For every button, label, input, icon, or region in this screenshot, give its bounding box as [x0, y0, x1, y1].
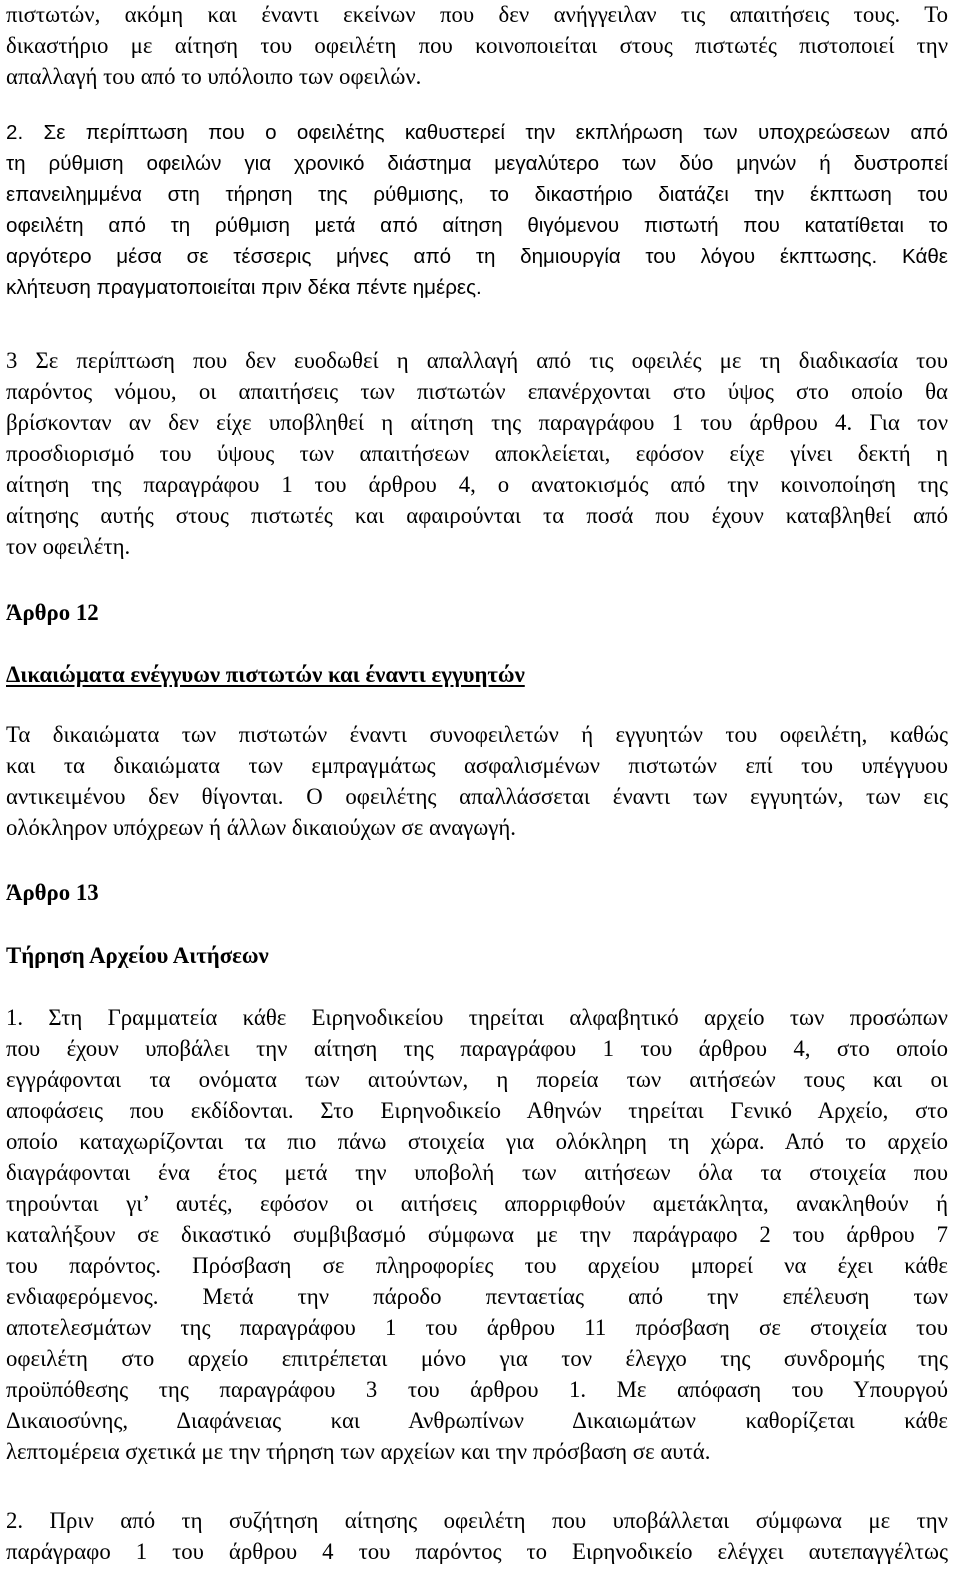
text-line: διαγράφονται ένα έτος μετά την υποβολή των αιτήσεων όλα τα στοιχεία που	[6, 1160, 948, 1185]
text-line: κλήτευση πραγματοποιείται πριν δέκα πέντε ημέρες.	[6, 276, 482, 299]
text-line: οφειλέτη στο αρχείο επιτρέπεται μόνο για τον έλεγχο της συνδρομής της	[6, 1346, 948, 1371]
article-12-title: Δικαιώματα ενέγγυων πιστωτών και έναντι εγγυητών	[6, 662, 525, 687]
article-12-heading: Άρθρο 12	[6, 600, 99, 625]
text-line: προσδιορισμό του ύψους των απαιτήσεων αποκλείεται, εφόσον είχε γίνει δεκτή η	[6, 441, 948, 466]
text-line: απαλλαγή του από το υπόλοιπο των οφειλών.	[6, 64, 422, 89]
document-page	[6, 0, 948, 1585]
text-line: αίτησης αυτής στους πιστωτές και αφαιρούνται τα ποσά που έχουν καταβληθεί από	[6, 503, 948, 528]
text-line: οποίο καταχωρίζονται τα πιο πάνω στοιχεία για ολόκληρη τη χώρα. Από το αρχείο	[6, 1129, 948, 1154]
text-line: ολόκληρον υπόχρεων ή άλλων δικαιούχων σε αναγωγή.	[6, 815, 516, 840]
article-13-heading: Άρθρο 13	[6, 880, 99, 905]
text-line: τηρούνται γι’ αυτές, εφόσον οι αιτήσεις απορριφθούν αμετάκλητα, ανακληθούν ή	[6, 1191, 948, 1216]
paragraph-3	[6, 345, 948, 562]
text-line: τη ρύθμιση οφειλών για χρονικό διάστημα μεγαλύτερο των δύο μηνών ή δυστροπεί	[6, 152, 948, 175]
text-line: βρίσκονταν αν δεν είχε υποβληθεί η αίτηση της παραγράφου 1 του άρθρου 4. Για τον	[6, 410, 948, 435]
text-line: και τα δικαιώματα των εμπραγμάτως ασφαλισμένων πιστωτών επί του υπέγγυου	[6, 753, 948, 778]
text-line: του παρόντος. Πρόσβαση σε πληροφορίες του αρχείου μπορεί να έχει κάθε	[6, 1253, 948, 1278]
text-line: 1. Στη Γραμματεία κάθε Ειρηνοδικείου τηρείται αλφαβητικό αρχείο των προσώπων	[6, 1005, 948, 1030]
text-line: οφειλέτη από τη ρύθμιση μετά από αίτηση θιγόμενου πιστωτή που κατατίθεται το	[6, 214, 948, 237]
text-line: παρόντος νόμου, οι απαιτήσεις των πιστωτών επανέρχονται στο ύψος στο οποίο θα	[6, 379, 948, 404]
text-line: δικαστήριο με αίτηση του οφειλέτη που κοινοποιείται στους πιστωτές πιστοποιεί την	[6, 33, 948, 58]
text-line: αίτηση της παραγράφου 1 του άρθρου 4, ο ανατοκισμός από την κοινοποίηση της	[6, 472, 948, 497]
text-line: που έχουν υποβάλει την αίτηση της παραγράφου 1 του άρθρου 4, στο οποίο	[6, 1036, 948, 1061]
text-line: ενδιαφερόμενος. Μετά την πάροδο πενταετίας από την επέλευση των	[6, 1284, 948, 1309]
text-line: προϋπόθεσης της παραγράφου 3 του άρθρου 1. Με απόφαση του Υπουργού	[6, 1377, 948, 1402]
text-line: καταλήξουν σε δικαστικό συμβιβασμό σύμφωνα με την παράγραφο 2 του άρθρου 7	[6, 1222, 948, 1247]
text-line: Δικαιοσύνης, Διαφάνειας και Ανθρωπίνων Δικαιωμάτων καθορίζεται κάθε	[6, 1408, 948, 1433]
paragraph-5	[6, 1002, 948, 1467]
paragraph-6	[6, 1505, 948, 1567]
text-line: λεπτομέρεια σχετικά με την τήρηση των αρχείων και την πρόσβαση σε αυτά.	[6, 1439, 711, 1464]
text-line: αποφάσεις που εκδίδονται. Στο Ειρηνοδικείο Αθηνών τηρείται Γενικό Αρχείο, στο	[6, 1098, 948, 1123]
text-line: τον οφειλέτη.	[6, 534, 131, 559]
text-line: αργότερο μέσα σε τέσσερις μήνες από τη δημιουργία του λόγου έκπτωσης. Κάθε	[6, 245, 948, 268]
text-line: παράγραφο 1 του άρθρου 4 του παρόντος το Ειρηνοδικείο ελέγχει αυτεπαγγέλτως	[6, 1539, 948, 1564]
paragraph-continuation	[6, 0, 948, 92]
article-13-title: Τήρηση Αρχείου Αιτήσεων	[6, 943, 269, 968]
paragraph-4	[6, 719, 948, 843]
text-line: 3 Σε περίπτωση που δεν ευοδωθεί η απαλλαγή από τις οφειλές με τη διαδικασία του	[6, 348, 948, 373]
text-line: αποτελεσμάτων της παραγράφου 1 του άρθρου 11 πρόσβαση σε στοιχεία του	[6, 1315, 948, 1340]
paragraph-2	[6, 117, 948, 303]
text-line: πιστωτών, ακόμη και έναντι εκείνων που δεν ανήγγειλαν τις απαιτήσεις τους. Το	[6, 2, 948, 27]
text-line: Τα δικαιώματα των πιστωτών έναντι συνοφειλετών ή εγγυητών του οφειλέτη, καθώς	[6, 722, 948, 747]
text-line: 2. Σε περίπτωση που ο οφειλέτης καθυστερεί την εκπλήρωση των υποχρεώσεων από	[6, 121, 948, 144]
text-line: 2. Πριν από τη συζήτηση αίτησης οφειλέτη που υποβάλλεται σύμφωνα με την	[6, 1508, 948, 1533]
text-line: αντικειμένου δεν θίγονται. Ο οφειλέτης απαλλάσσεται έναντι των εγγυητών, των εις	[6, 784, 948, 809]
text-line: εγγράφονται τα ονόματα των αιτούντων, η πορεία των αιτήσεών τους και οι	[6, 1067, 948, 1092]
text-line: επανειλημμένα στη τήρηση της ρύθμισης, το δικαστήριο διατάζει την έκπτωση του	[6, 183, 948, 206]
